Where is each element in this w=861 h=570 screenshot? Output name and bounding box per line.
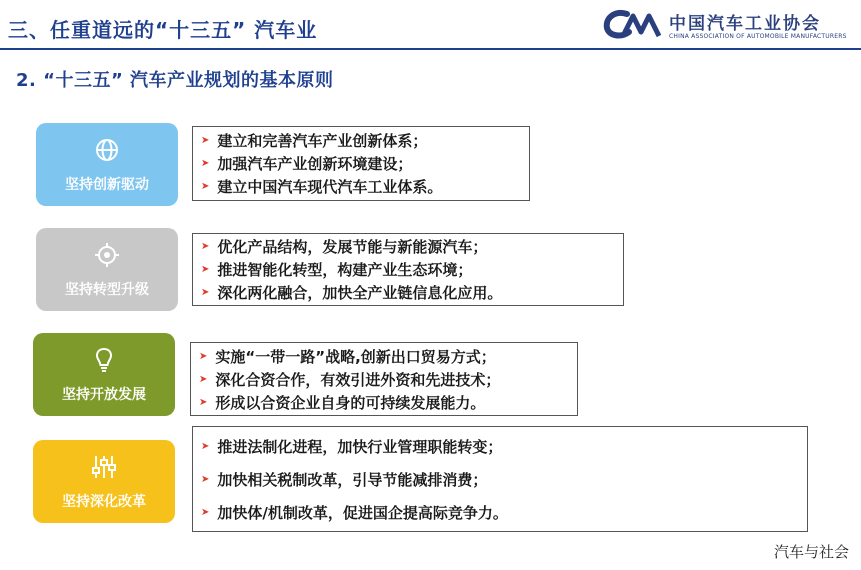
principle-box-transformation — [192, 233, 624, 306]
list-item: ➤ 深化两化融合，加快全产业链信息化应用。 — [201, 284, 503, 302]
arrow-bullet-icon: ➤ — [201, 158, 210, 169]
header-divider — [0, 48, 861, 50]
list-item: ➤ 优化产品结构，发展节能与新能源汽车； — [201, 238, 488, 256]
arrow-bullet-icon: ➤ — [199, 373, 208, 385]
list-item: ➤ 深化合资合作，有效引进外资和先进技术； — [199, 370, 501, 389]
logo-en-text: CHINA ASSOCIATION OF AUTOMOBILE MANUFACTURERS — [669, 33, 847, 40]
arrow-bullet-icon: ➤ — [201, 135, 210, 146]
principle-box-innovation — [192, 126, 530, 201]
arrow-bullet-icon: ➤ — [201, 241, 210, 252]
list-item: ➤ 实施“一带一路”战略,创新出口贸易方式； — [199, 347, 496, 366]
list-item: ➤ 推进法制化进程，加快行业管理职能转变； — [201, 437, 503, 456]
arrow-bullet-icon: ➤ — [201, 181, 210, 192]
globe-icon — [93, 136, 121, 164]
principle-label: 坚持深化改革 — [62, 493, 146, 510]
list-item: ➤ 建立中国汽车现代汽车工业体系。 — [201, 178, 443, 196]
list-item: ➤ 形成以合资企业自身的可持续发展能力。 — [199, 393, 486, 412]
principle-card-transformation — [36, 228, 178, 311]
arrow-bullet-icon: ➤ — [201, 440, 210, 452]
list-item: ➤ 加快体/机制改革，促进国企提高际竞争力。 — [201, 503, 508, 522]
list-item: ➤ 推进智能化转型，构建产业生态环境； — [201, 261, 473, 279]
principle-card-opening — [33, 333, 175, 416]
logo-cn-text: 中国汽车工业协会 — [669, 14, 821, 34]
principle-label: 坚持创新驱动 — [65, 176, 149, 193]
caam-logo-mark — [603, 8, 663, 40]
arrow-bullet-icon: ➤ — [199, 350, 208, 362]
list-item: ➤ 建立和完善汽车产业创新体系； — [201, 132, 428, 150]
principle-box-reform — [192, 426, 808, 532]
list-item: ➤ 加强汽车产业创新环境建设； — [201, 155, 413, 173]
lightbulb-icon — [90, 346, 118, 374]
arrow-bullet-icon: ➤ — [199, 396, 208, 408]
arrow-bullet-icon: ➤ — [201, 287, 210, 298]
arrow-bullet-icon: ➤ — [201, 506, 210, 518]
section-subtitle: 2. “十三五” 汽车产业规划的基本原则 — [16, 70, 334, 91]
list-item: ➤ 加快相关税制改革，引导节能减排消费； — [201, 470, 488, 489]
sliders-icon — [90, 453, 118, 481]
principle-label: 坚持开放发展 — [62, 386, 146, 403]
source-watermark: 汽车与社会 — [773, 543, 849, 561]
arrow-bullet-icon: ➤ — [201, 264, 210, 275]
principle-label: 坚持转型升级 — [65, 281, 149, 298]
caam-logo — [603, 6, 853, 46]
arrow-bullet-icon: ➤ — [201, 473, 210, 485]
principle-card-reform — [33, 440, 175, 523]
page-header-title: 三、任重道远的“十三五” 汽车业 — [8, 18, 318, 42]
principle-box-opening — [190, 342, 578, 416]
principle-card-innovation — [36, 123, 178, 206]
target-icon — [93, 241, 121, 269]
